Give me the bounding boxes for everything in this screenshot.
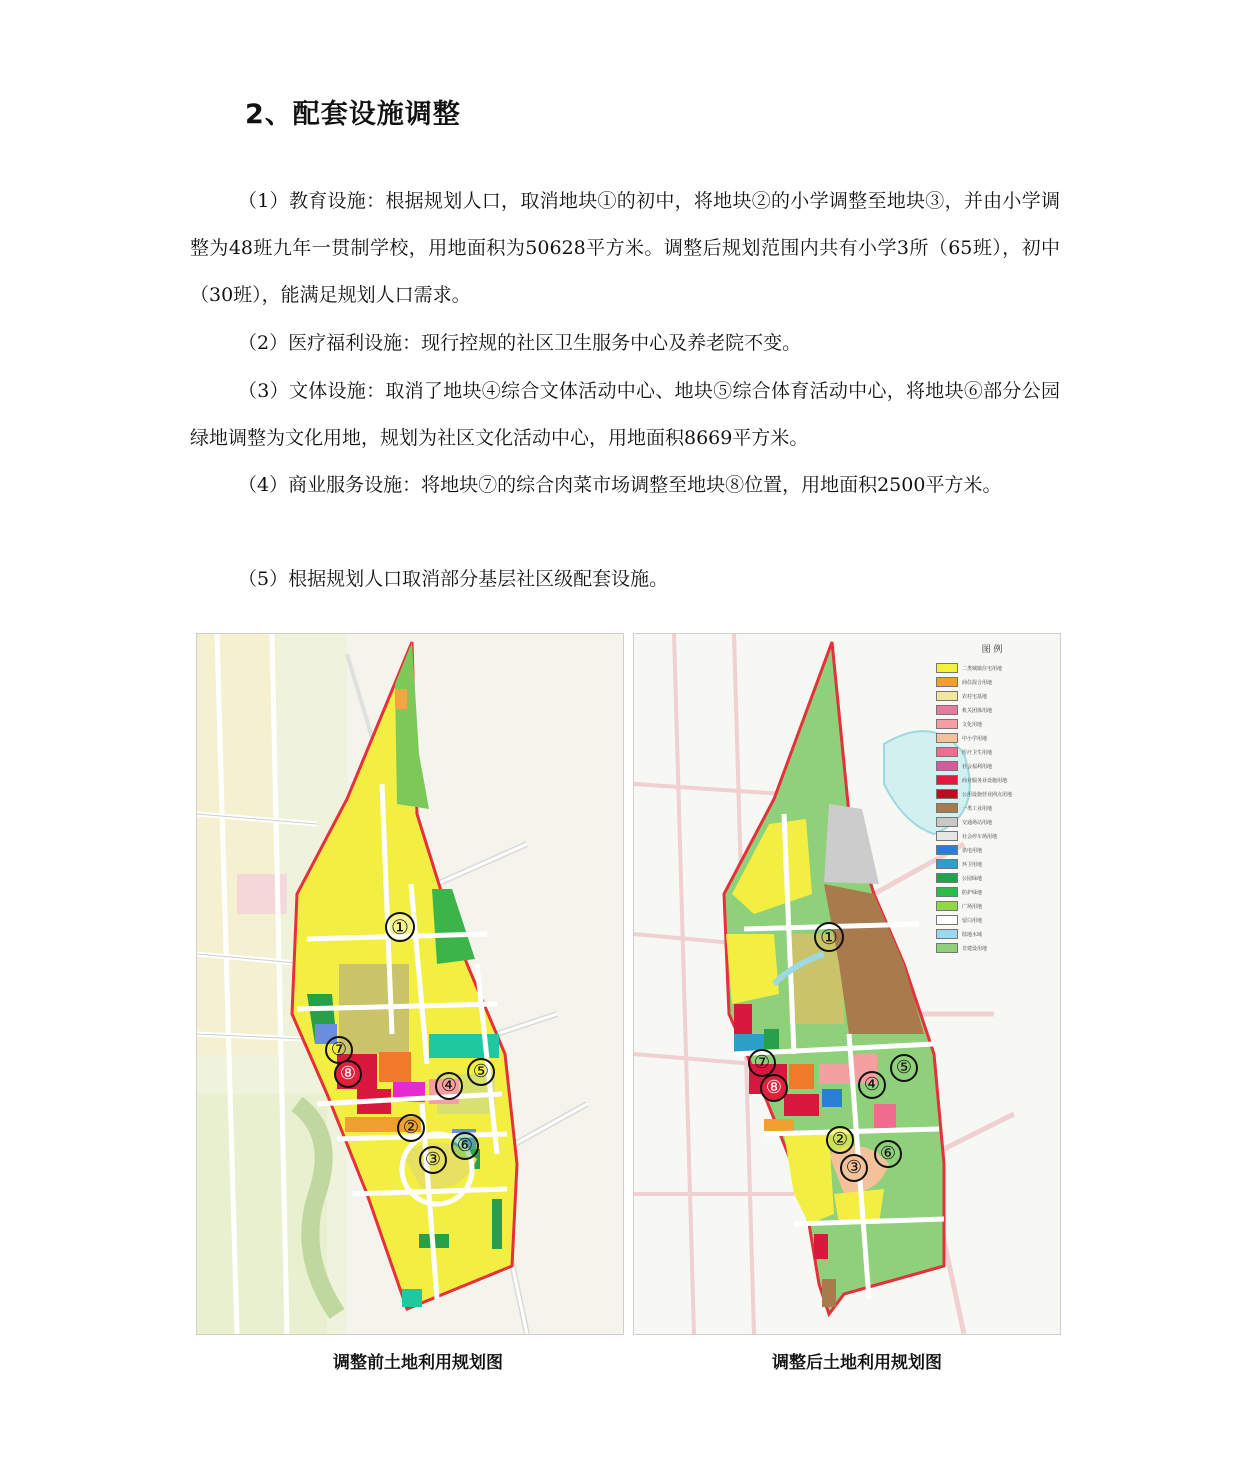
- legend-swatch: [936, 733, 958, 743]
- after-marker-2: ②: [826, 1126, 854, 1154]
- legend-swatch: [936, 901, 958, 911]
- marker-8: ⑧: [334, 1060, 362, 1088]
- paragraph-community: （5）根据规划人口取消部分基层社区级配套设施。: [238, 568, 669, 590]
- legend-swatch: [936, 691, 958, 701]
- paragraph-education: （1）教育设施：根据规划人口，取消地块①的初中，将地块②的小学调整至地块③，并由小学调整为48班九年一贯制学校，用地面积为50628平方米。调整后规划范围内共有小学3所（65班），初中（30班），能满足规划人口需求。: [190, 190, 1060, 306]
- legend-label: 商业服务业设施用地: [962, 777, 1008, 784]
- legend-swatch: [936, 789, 958, 799]
- legend-item: [936, 731, 1048, 745]
- legend-item: [936, 843, 1048, 857]
- legend-item: [936, 857, 1048, 871]
- legend-swatch: [936, 761, 958, 771]
- land-use-map-after: [633, 633, 1061, 1335]
- legend-swatch: [936, 831, 958, 841]
- caption-before: 调整前土地利用规划图: [333, 1353, 503, 1373]
- legend-swatch: [936, 887, 958, 897]
- legend-swatch: [936, 663, 958, 673]
- legend-swatch: [936, 747, 958, 757]
- legend-label: 机关团体用地: [962, 707, 993, 714]
- legend-item: [936, 675, 1048, 689]
- marker-2: ②: [397, 1114, 425, 1142]
- after-marker-3: ③: [840, 1154, 868, 1182]
- legend-item: [936, 689, 1048, 703]
- legend-list: [936, 661, 1048, 955]
- legend-swatch: [936, 943, 958, 953]
- land-use-map-before: [196, 633, 624, 1335]
- legend-label: 公园绿地: [962, 875, 983, 882]
- legend-title: 图 例: [981, 645, 1003, 655]
- legend-item: [936, 745, 1048, 759]
- legend-label: 防护绿地: [962, 889, 983, 896]
- marker-5: ⑤: [467, 1058, 495, 1086]
- after-marker-1: ①: [814, 922, 844, 952]
- legend-label: 环卫用地: [962, 861, 983, 868]
- paragraph-culture-sports: （3）文体设施：取消了地块④综合文体活动中心、地块⑤综合体育活动中心，将地块⑥部分公园绿地调整为文化用地，规划为社区文化活动中心，用地面积8669平方米。: [190, 380, 1060, 449]
- legend-item: [936, 927, 1048, 941]
- marker-4: ④: [435, 1072, 463, 1100]
- legend-label: 农村宅基地: [962, 693, 988, 700]
- legend-item: [936, 703, 1048, 717]
- map-legend: [936, 642, 1048, 955]
- legend-label: 中小学用地: [962, 735, 988, 742]
- legend-item: [936, 885, 1048, 899]
- marker-7: ⑦: [325, 1036, 353, 1064]
- legend-label: 社会福利用地: [962, 763, 993, 770]
- after-marker-8: ⑧: [760, 1074, 788, 1102]
- legend-label: 交通场站用地: [962, 819, 993, 826]
- legend-swatch: [936, 705, 958, 715]
- after-marker-6: ⑥: [874, 1140, 902, 1168]
- marker-1: ①: [385, 912, 415, 942]
- legend-item: [936, 759, 1048, 773]
- legend-label: 二类城镇住宅用地: [962, 665, 1003, 672]
- legend-swatch: [936, 929, 958, 939]
- legend-item: [936, 773, 1048, 787]
- legend-label: 社会停车场用地: [962, 833, 998, 840]
- section-heading: 2、配套设施调整: [245, 99, 461, 130]
- caption-after: 调整后土地利用规划图: [772, 1353, 942, 1373]
- legend-label: 供电用地: [962, 847, 983, 854]
- legend-item: [936, 661, 1048, 675]
- legend-swatch: [936, 845, 958, 855]
- legend-item: [936, 871, 1048, 885]
- legend-item: [936, 815, 1048, 829]
- legend-item: [936, 941, 1048, 955]
- legend-label: 一类工业用地: [962, 805, 993, 812]
- legend-swatch: [936, 775, 958, 785]
- legend-item: [936, 787, 1048, 801]
- after-marker-5: ⑤: [890, 1054, 918, 1082]
- legend-label: 广场用地: [962, 903, 983, 910]
- legend-label: 商住混合用地: [962, 679, 993, 686]
- marker-3: ③: [419, 1146, 447, 1174]
- map-before-drawing: [197, 634, 623, 1334]
- legend-swatch: [936, 677, 958, 687]
- paragraph-medical: （2）医疗福利设施：现行控规的社区卫生服务中心及养老院不变。: [238, 332, 802, 354]
- legend-label: 文化用地: [962, 721, 983, 728]
- legend-swatch: [936, 859, 958, 869]
- legend-swatch: [936, 719, 958, 729]
- legend-item: [936, 913, 1048, 927]
- legend-label: 非建设用地: [962, 945, 988, 952]
- legend-swatch: [936, 873, 958, 883]
- marker-6: ⑥: [451, 1132, 479, 1160]
- legend-swatch: [936, 817, 958, 827]
- legend-swatch: [936, 803, 958, 813]
- legend-label: 医疗卫生用地: [962, 749, 993, 756]
- legend-item: [936, 829, 1048, 843]
- legend-label: 公用设施营业网点用地: [962, 791, 1013, 798]
- legend-item: [936, 717, 1048, 731]
- after-marker-4: ④: [858, 1071, 886, 1099]
- after-marker-7: ⑦: [748, 1049, 776, 1077]
- legend-item: [936, 899, 1048, 913]
- legend-swatch: [936, 915, 958, 925]
- legend-item: [936, 801, 1048, 815]
- paragraph-commercial: （4）商业服务设施：将地块⑦的综合肉菜市场调整至地块⑧位置，用地面积2500平方米。: [238, 474, 1002, 496]
- legend-label: 留白用地: [962, 917, 983, 924]
- legend-label: 陆地水域: [962, 931, 983, 938]
